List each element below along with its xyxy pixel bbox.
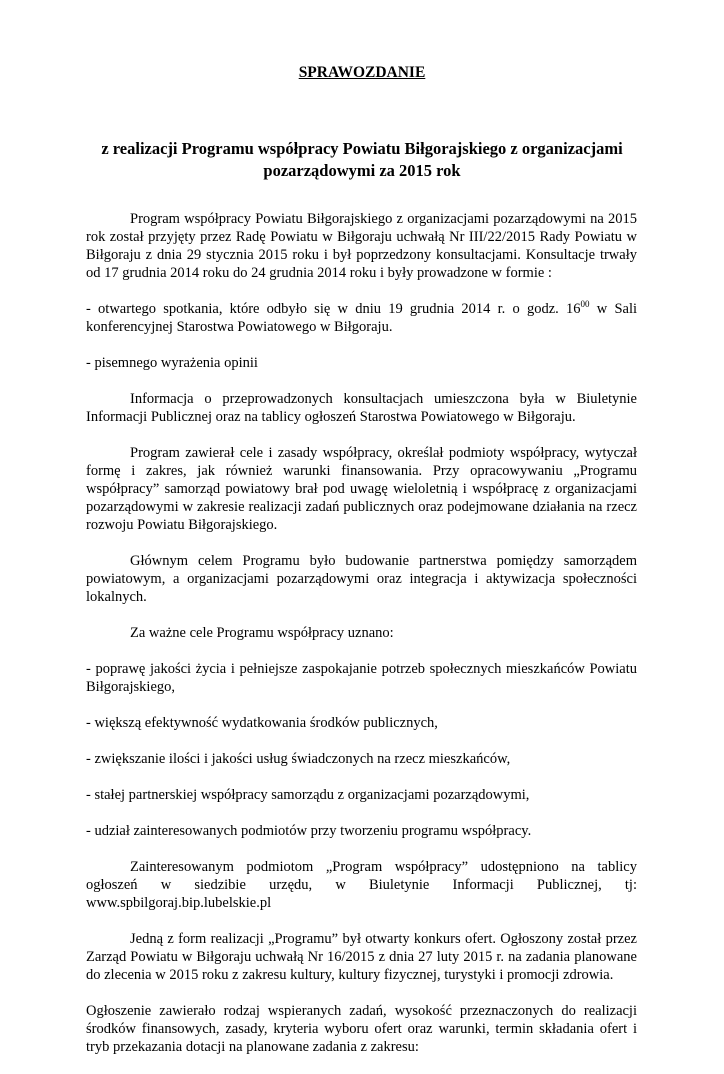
list-item: - większą efektywność wydatkowania środków publicznych, [86,715,438,731]
list-item: - poprawę jakości życia i pełniejsze zaspokajanie potrzeb społecznych mieszkańców Powiatu Biłgorajskiego, [86,661,637,695]
document-body [86,210,637,1074]
open-meeting-text: - otwartego spotkania, które odbyło się w dniu 19 grudnia 2014 r. o godz. 16 [86,301,581,317]
open-meeting-location: w Sali konferencyjnej Starostwa Powiatowego w Biłgoraju. [86,301,637,335]
list-item: - udział zainteresowanych podmiotów przy tworzeniu programu współpracy. [86,823,532,839]
paragraph-written-opinion: - pisemnego wyrażenia opinii [86,355,258,371]
paragraph-consultation-info: Informacja o przeprowadzonych konsultacjach umieszczona była w Biuletynie Informacji Publicznej oraz na tablicy ogłoszeń Starostwa Powiatowego w Biłgoraju. [86,391,637,425]
paragraph-program-availability: Zainteresowanym podmiotom „Program współpracy” udostępniono na tablicy ogłoszeń w siedzibie urzędu, w Biuletynie Informacji Publicznej, tj: www.spbilgoraj.bip.lubelskie.pl [86,859,637,911]
meeting-time-minutes: 00 [580,299,590,310]
list-item: - zwiększanie ilości i jakości usług świadczonych na rzecz mieszkańców, [86,751,511,767]
document-title: SPRAWOZDANIE [298,64,426,81]
paragraph-main-goal: Głównym celem Programu było budowanie partnerstwa pomiędzy samorządem powiatowym, a organizacjami pozarządowymi oraz integracja i aktywizacja społeczności lokalnych. [86,553,637,605]
paragraph-open-competition: Jedną z form realizacji „Programu” był otwarty konkurs ofert. Ogłoszony został przez Zarząd Powiatu w Biłgoraju uchwałą Nr 16/2015 z dnia 27 luty 2015 r. na zadania planowane do zlecenia w 2015 roku z zakresu kultury, kultury fizycznej, turystyki i promocji zdrowia. [86,931,637,983]
paragraph-open-meeting [86,300,637,336]
document-subtitle: z realizacji Programu współpracy Powiatu Biłgorajskiego z organizacjami pozarządowymi za 2015 rok [101,139,623,180]
paragraph-program-adoption: Program współpracy Powiatu Biłgorajskiego z organizacjami pozarządowymi na 2015 rok został przyjęty przez Radę Powiatu w Biłgoraju uchwałą Nr III/22/2015 Rady Powiatu w Biłgoraju z dnia 29 stycznia 2015 roku i był poprzedzony konsultacjami. Konsultacje trwały od 17 grudnia 2014 roku do 24 grudnia 2014 roku i były prowadzone w formie : [86,211,637,281]
list-item: - stałej partnerskiej współpracy samorządu z organizacjami pozarządowymi, [86,787,530,803]
paragraph-announcement-contents: Ogłoszenie zawierało rodzaj wspieranych zadań, wysokość przeznaczonych do realizacji środków finansowych, zasady, kryteria wyboru ofert oraz warunki, termin składania ofert i tryb przekazania dotacji na planowane zadania z zakresu: [86,1003,637,1055]
paragraph-program-scope: Program zawierał cele i zasady współpracy, określał podmioty współpracy, wytyczał formę i zakres, jak również warunki finansowania. Przy opracowywaniu „Programu współpracy” samorząd powiatowy brał pod uwagę wieloletnią i współpracę z organizacjami pozarządowymi w zakresie realizacji zadań publicznych oraz podejmowane działania na rzecz rozwoju Powiatu Biłgorajskiego. [86,445,637,533]
paragraph-goals-intro: Za ważne cele Programu współpracy uznano: [130,625,394,641]
